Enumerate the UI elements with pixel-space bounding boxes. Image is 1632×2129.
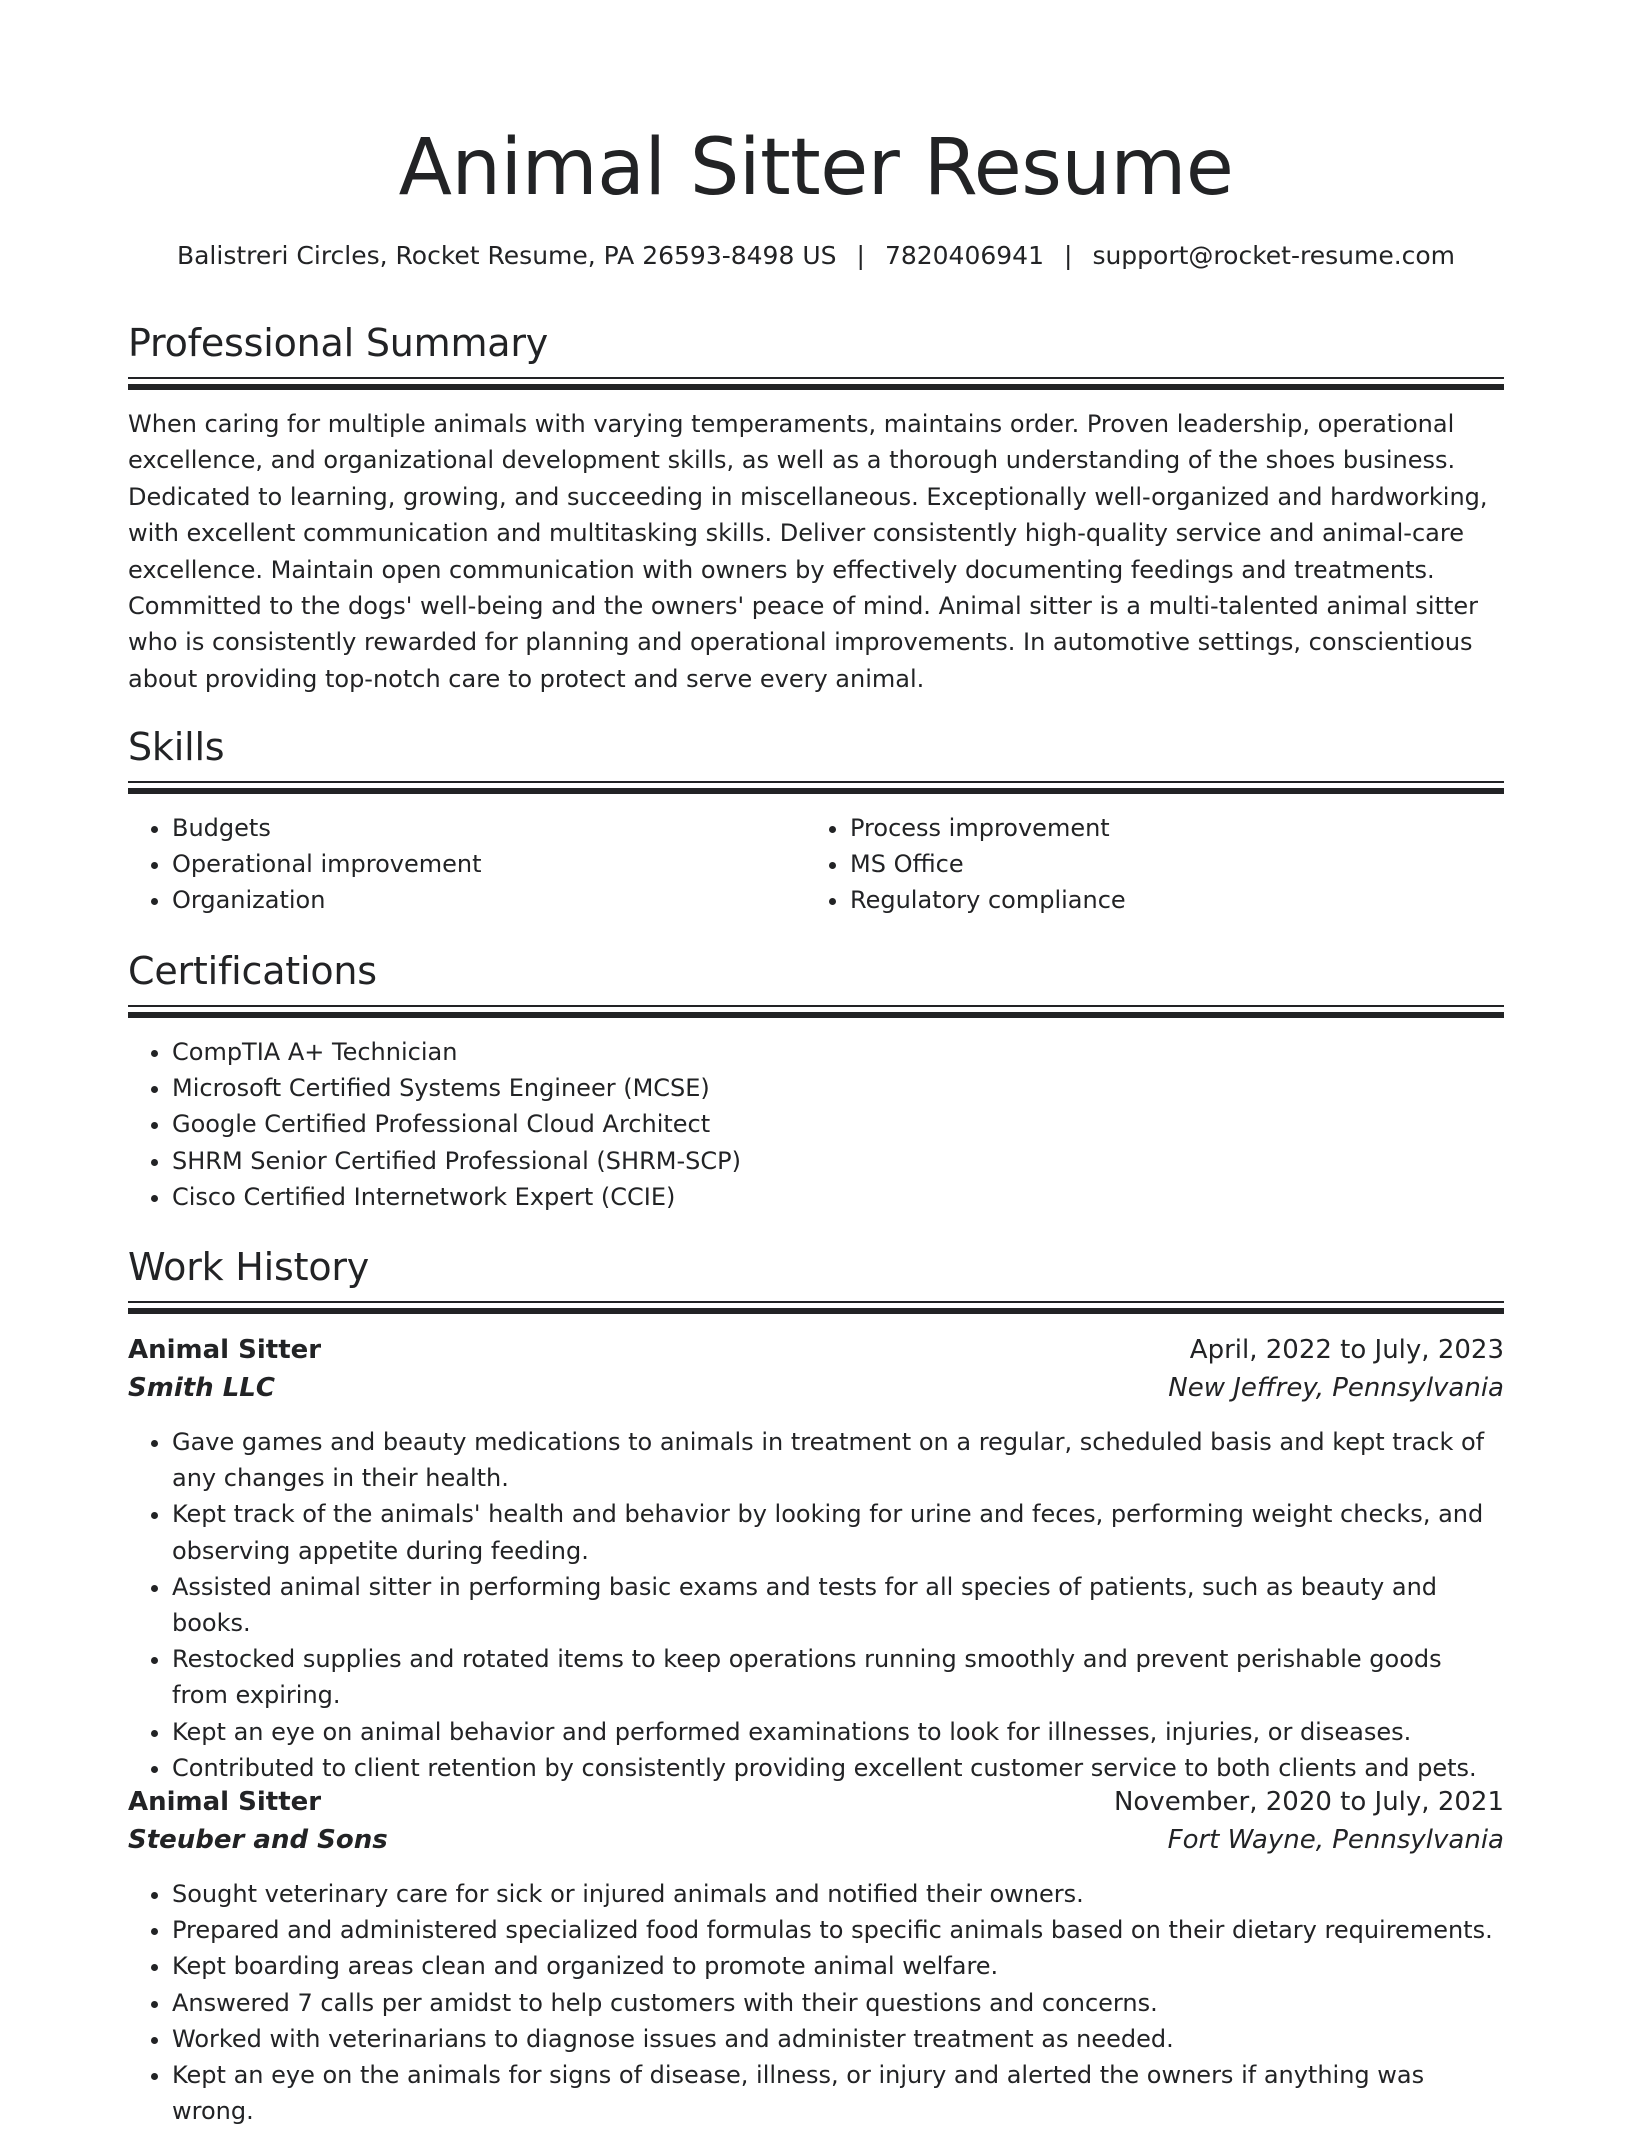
certifications-heading: Certifications: [128, 949, 377, 993]
section-divider: [128, 384, 1504, 390]
resume-title: Animal Sitter Resume: [398, 123, 1234, 213]
certification-item: • SHRM Senior Certified Professional (SHRM-SCP): [172, 1143, 1504, 1179]
contact-separator: |: [856, 241, 865, 270]
section-divider: [128, 1308, 1504, 1314]
job-bullets: [128, 1424, 1504, 1786]
skill-item: • Regulatory compliance: [850, 882, 1504, 918]
job-bullet: • Kept an eye on the animals for signs of disease, illness, or injury and alerted the owners if anything was wrong.: [172, 2057, 1504, 2129]
contact-separator: |: [1064, 241, 1073, 270]
skills-heading: Skills: [128, 725, 225, 769]
section-divider: [128, 1012, 1504, 1018]
job-dates: April, 2022 to July, 2023: [1189, 1335, 1504, 1365]
job-bullet: • Prepared and administered specialized food formulas to specific animals based on their dietary requirements.: [172, 1912, 1504, 1948]
job-location: Fort Wayne, Pennsylvania: [1167, 1825, 1504, 1855]
job-bullet: • Kept an eye on animal behavior and performed examinations to look for illnesses, injuries, or diseases.: [172, 1714, 1504, 1750]
section-divider: [128, 1005, 1504, 1007]
skills-list-left: [128, 810, 802, 919]
job-bullet: • Gave games and beauty medications to animals in treatment on a regular, scheduled basis and kept track of any changes in their health.: [172, 1424, 1504, 1496]
job-dates: November, 2020 to July, 2021: [1113, 1787, 1504, 1817]
certification-item: • Google Certified Professional Cloud Architect: [172, 1106, 1504, 1142]
summary-heading: Professional Summary: [128, 321, 549, 365]
contact-phone: 7820406941: [884, 241, 1044, 270]
skill-item: • Organization: [172, 882, 802, 918]
job-bullet: • Restocked supplies and rotated items to keep operations running smoothly and prevent perishable goods from expiring.: [172, 1641, 1504, 1713]
certification-item: • CompTIA A+ Technician: [172, 1034, 1504, 1070]
contact-email: support@rocket-resume.com: [1092, 241, 1456, 270]
summary-text: When caring for multiple animals with varying temperaments, maintains order. Proven leadership, operational excellence, and organizational development skills, as well as a thorough understanding of the shoes business. Dedicated to learning, growing, and succeeding in miscellaneous. Exceptionally well-organized and hardworking, with excellent communication and multitasking skills. Deliver consistently high-quality service and animal-care excellence. Maintain open communication with owners by effectively documenting feedings and treatments. Committed to the dogs' well-being and the owners' peace of mind. Animal sitter is a multi-talented animal sitter who is consistently rewarded for planning and operational improvements. In automotive settings, conscientious about providing top-notch care to protect and serve every animal.: [128, 410, 1488, 693]
job-bullet: • Contributed to client retention by consistently providing excellent customer service to both clients and pets.: [172, 1750, 1504, 1786]
skill-item: • Budgets: [172, 810, 802, 846]
summary-section-header: [128, 318, 1504, 368]
certification-item: • Microsoft Certified Systems Engineer (MCSE): [172, 1070, 1504, 1106]
skills-list-right: [806, 810, 1504, 919]
section-divider: [128, 1301, 1504, 1303]
job-bullet: • Sought veterinary care for sick or injured animals and notified their owners.: [172, 1876, 1504, 1912]
section-divider: [128, 788, 1504, 794]
job-bullet: • Worked with veterinarians to diagnose issues and administer treatment as needed.: [172, 2021, 1504, 2057]
job-location: New Jeffrey, Pennsylvania: [1168, 1373, 1504, 1403]
certification-item: • Cisco Certified Internetwork Expert (CCIE): [172, 1179, 1504, 1215]
job-title: Animal Sitter: [128, 1787, 322, 1817]
job-company: Smith LLC: [128, 1373, 275, 1403]
contact-address: Balistreri Circles, Rocket Resume, PA 26593-8498 US: [176, 241, 837, 270]
job-company: Steuber and Sons: [128, 1825, 388, 1855]
job-bullet: • Answered 7 calls per amidst to help customers with their questions and concerns.: [172, 1985, 1504, 2021]
work-section-header: [128, 1242, 1504, 1292]
job-bullet: • Kept track of the animals' health and behavior by looking for urine and feces, performing weight checks, and observing appetite during feeding.: [172, 1496, 1504, 1568]
job-bullet: • Assisted animal sitter in performing basic exams and tests for all species of patients, such as beauty and books.: [172, 1569, 1504, 1641]
certifications-section-header: [128, 946, 1504, 996]
skills-section-header: [128, 722, 1504, 772]
skill-item: • Operational improvement: [172, 846, 802, 882]
skill-item: • MS Office: [850, 846, 1504, 882]
job-bullet: • Kept boarding areas clean and organized to promote animal welfare.: [172, 1948, 1504, 1984]
contact-line: [128, 238, 1504, 274]
certifications-list: [128, 1034, 1504, 1215]
work-heading: Work History: [128, 1245, 370, 1289]
section-divider: [128, 781, 1504, 783]
job-title: Animal Sitter: [128, 1335, 322, 1365]
skill-item: • Process improvement: [850, 810, 1504, 846]
job-bullets: [128, 1876, 1504, 2129]
section-divider: [128, 377, 1504, 379]
